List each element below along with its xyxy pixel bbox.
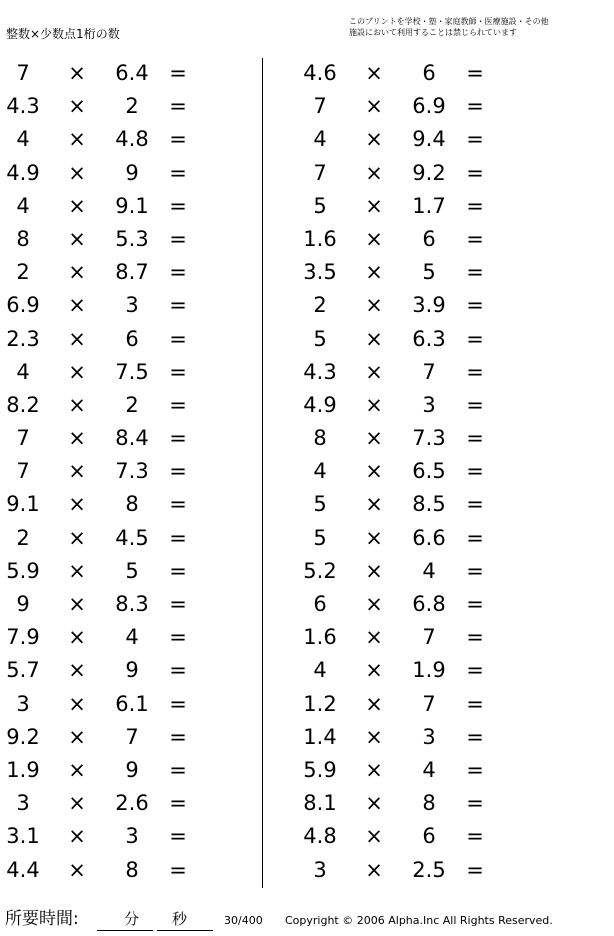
page-number: 30/400: [224, 914, 263, 927]
times-sign: ×: [365, 757, 383, 782]
multiplier: 9.4: [412, 127, 446, 152]
problem-row: [297, 787, 497, 820]
problem-row: [297, 190, 497, 223]
usage-notice: [349, 16, 549, 38]
equals-sign: =: [169, 426, 187, 451]
multiplicand: 5: [313, 492, 327, 517]
equals-sign: =: [466, 293, 484, 318]
multiplier: 8: [125, 492, 139, 517]
multiplier: 3: [422, 392, 436, 417]
times-sign: ×: [68, 857, 86, 882]
problem-row: [0, 190, 200, 223]
times-sign: ×: [68, 127, 86, 152]
problem-row: [0, 588, 200, 621]
problem-row: [0, 123, 200, 156]
times-sign: ×: [68, 824, 86, 849]
times-sign: ×: [68, 492, 86, 517]
times-sign: ×: [68, 94, 86, 119]
problem-row: [297, 455, 497, 488]
times-sign: ×: [365, 824, 383, 849]
multiplier: 6.4: [115, 61, 149, 85]
equals-sign: =: [169, 326, 187, 351]
multiplicand: 8: [16, 226, 30, 251]
times-sign: ×: [68, 757, 86, 782]
multiplicand: 8.1: [303, 791, 337, 816]
copyright-notice: Copyright © 2006 Alpha.Inc All Rights Reserved.: [285, 914, 553, 927]
multiplicand: 7: [313, 160, 327, 185]
problem-row: [297, 754, 497, 787]
problem-row: [0, 654, 200, 687]
multiplier: 6: [125, 326, 139, 351]
multiplier: 2.6: [115, 791, 149, 816]
multiplicand: 8: [313, 426, 327, 451]
multiplicand: 8.2: [6, 392, 40, 417]
times-sign: ×: [365, 326, 383, 351]
equals-sign: =: [466, 757, 484, 782]
multiplier: 5: [125, 558, 139, 583]
problem-row: [0, 289, 200, 322]
multiplicand: 2.3: [6, 326, 40, 351]
multiplicand: 1.2: [303, 691, 337, 716]
times-sign: ×: [365, 94, 383, 119]
times-sign: ×: [68, 658, 86, 683]
problem-row: [0, 820, 200, 853]
problem-row: [0, 488, 200, 521]
problem-row: [297, 721, 497, 754]
problem-row: [297, 57, 497, 90]
problem-row: [0, 555, 200, 588]
multiplier: 6.3: [412, 326, 446, 351]
multiplier: 1.9: [412, 658, 446, 683]
times-sign: ×: [68, 293, 86, 318]
problem-row: [297, 389, 497, 422]
times-sign: ×: [68, 359, 86, 384]
multiplicand: 4.3: [303, 359, 337, 384]
problem-row: [0, 256, 200, 289]
multiplicand: 3: [313, 857, 327, 882]
equals-sign: =: [466, 724, 484, 749]
multiplier: 6: [422, 824, 436, 849]
equals-sign: =: [169, 94, 187, 119]
times-sign: ×: [68, 791, 86, 816]
multiplier: 8: [422, 791, 436, 816]
multiplicand: 6.9: [6, 293, 40, 318]
multiplicand: 4.8: [303, 824, 337, 849]
equals-sign: =: [169, 857, 187, 882]
problem-row: [0, 721, 200, 754]
multiplier: 6.5: [412, 459, 446, 484]
equals-sign: =: [169, 127, 187, 152]
times-sign: ×: [365, 127, 383, 152]
multiplicand: 4: [16, 127, 30, 152]
multiplier: 9: [125, 160, 139, 185]
times-sign: ×: [68, 392, 86, 417]
problem-row: [297, 123, 497, 156]
equals-sign: =: [466, 459, 484, 484]
times-sign: ×: [365, 492, 383, 517]
times-sign: ×: [68, 326, 86, 351]
equals-sign: =: [466, 61, 484, 85]
multiplicand: 2: [313, 293, 327, 318]
times-sign: ×: [68, 592, 86, 616]
multiplicand: 7: [313, 94, 327, 119]
seconds-unit: 秒: [172, 910, 188, 928]
minutes-unit: 分: [124, 910, 140, 928]
problem-row: [297, 522, 497, 555]
problem-row: [297, 90, 497, 123]
multiplicand: 9.1: [6, 492, 40, 517]
times-sign: ×: [68, 160, 86, 185]
equals-sign: =: [169, 592, 187, 616]
equals-sign: =: [466, 127, 484, 152]
multiplicand: 7.9: [6, 625, 40, 650]
times-sign: ×: [365, 160, 383, 185]
times-sign: ×: [365, 392, 383, 417]
multiplier: 8.3: [115, 592, 149, 616]
problem-row: [0, 422, 200, 455]
multiplier: 8: [125, 857, 139, 882]
times-sign: ×: [68, 558, 86, 583]
multiplier: 6.9: [412, 94, 446, 119]
equals-sign: =: [466, 592, 484, 616]
multiplier: 3: [125, 293, 139, 318]
equals-sign: =: [169, 392, 187, 417]
multiplier: 2.5: [412, 857, 446, 882]
multiplicand: 5.2: [303, 558, 337, 583]
equals-sign: =: [169, 193, 187, 218]
multiplier: 5: [422, 260, 436, 285]
multiplier: 8.5: [412, 492, 446, 517]
problem-row: [297, 157, 497, 190]
equals-sign: =: [466, 260, 484, 285]
multiplicand: 4: [313, 459, 327, 484]
problem-row: [297, 688, 497, 721]
times-sign: ×: [68, 193, 86, 218]
equals-sign: =: [466, 625, 484, 650]
multiplier: 7: [422, 359, 436, 384]
times-sign: ×: [365, 426, 383, 451]
equals-sign: =: [169, 226, 187, 251]
times-sign: ×: [365, 558, 383, 583]
times-sign: ×: [68, 724, 86, 749]
multiplicand: 2: [16, 260, 30, 285]
multiplier: 6.6: [412, 525, 446, 550]
problem-row: [297, 555, 497, 588]
multiplier: 4: [422, 757, 436, 782]
worksheet-title: 整数×少数点1桁の数: [6, 27, 120, 41]
multiplier: 8.4: [115, 426, 149, 451]
equals-sign: =: [169, 160, 187, 185]
equals-sign: =: [466, 492, 484, 517]
worksheet-footer: [0, 906, 614, 936]
multiplicand: 5: [313, 525, 327, 550]
multiplicand: 7: [16, 61, 30, 85]
multiplier: 4.8: [115, 127, 149, 152]
multiplicand: 7: [16, 426, 30, 451]
times-sign: ×: [365, 525, 383, 550]
multiplier: 2: [125, 94, 139, 119]
time-taken-label: 所要時間:: [5, 909, 79, 929]
multiplicand: 5.9: [303, 757, 337, 782]
times-sign: ×: [365, 459, 383, 484]
equals-sign: =: [169, 492, 187, 517]
times-sign: ×: [365, 724, 383, 749]
multiplier: 3: [125, 824, 139, 849]
multiplicand: 4.9: [303, 392, 337, 417]
multiplier: 6: [422, 61, 436, 85]
problem-row: [0, 57, 200, 90]
times-sign: ×: [68, 691, 86, 716]
multiplicand: 5: [313, 193, 327, 218]
multiplicand: 3: [16, 791, 30, 816]
problem-row: [0, 223, 200, 256]
times-sign: ×: [68, 625, 86, 650]
multiplicand: 5: [313, 326, 327, 351]
problem-row: [297, 854, 497, 887]
equals-sign: =: [466, 558, 484, 583]
problem-row: [0, 323, 200, 356]
times-sign: ×: [68, 426, 86, 451]
equals-sign: =: [169, 691, 187, 716]
multiplier: 7.5: [115, 359, 149, 384]
equals-sign: =: [466, 326, 484, 351]
multiplicand: 6: [313, 592, 327, 616]
multiplicand: 4: [313, 658, 327, 683]
equals-sign: =: [169, 61, 187, 85]
multiplier: 9: [125, 658, 139, 683]
times-sign: ×: [365, 691, 383, 716]
times-sign: ×: [365, 625, 383, 650]
problem-row: [297, 588, 497, 621]
problem-row: [0, 754, 200, 787]
multiplier: 6.1: [115, 691, 149, 716]
equals-sign: =: [169, 625, 187, 650]
multiplier: 6.8: [412, 592, 446, 616]
usage-notice-line-1: このプリントを学校・塾・家庭教師・医療施設・その他: [349, 17, 549, 26]
times-sign: ×: [365, 226, 383, 251]
problem-row: [0, 854, 200, 887]
multiplicand: 3.1: [6, 824, 40, 849]
equals-sign: =: [466, 94, 484, 119]
times-sign: ×: [68, 226, 86, 251]
multiplicand: 2: [16, 525, 30, 550]
multiplicand: 4.3: [6, 94, 40, 119]
problem-row: [297, 323, 497, 356]
problem-row: [0, 688, 200, 721]
equals-sign: =: [169, 459, 187, 484]
problem-row: [0, 787, 200, 820]
equals-sign: =: [466, 160, 484, 185]
problem-column-left: [0, 57, 200, 887]
equals-sign: =: [169, 558, 187, 583]
multiplicand: 4: [16, 359, 30, 384]
problem-row: [297, 256, 497, 289]
problem-row: [0, 621, 200, 654]
equals-sign: =: [169, 359, 187, 384]
equals-sign: =: [169, 260, 187, 285]
equals-sign: =: [169, 658, 187, 683]
times-sign: ×: [365, 359, 383, 384]
times-sign: ×: [68, 459, 86, 484]
multiplier: 9: [125, 757, 139, 782]
times-sign: ×: [365, 592, 383, 616]
times-sign: ×: [68, 61, 86, 85]
equals-sign: =: [466, 359, 484, 384]
column-divider: [262, 58, 263, 888]
multiplicand: 4: [16, 193, 30, 218]
multiplicand: 3: [16, 691, 30, 716]
equals-sign: =: [466, 426, 484, 451]
multiplicand: 1.6: [303, 625, 337, 650]
multiplicand: 1.6: [303, 226, 337, 251]
problem-row: [0, 157, 200, 190]
problem-row: [0, 522, 200, 555]
multiplier: 7: [422, 625, 436, 650]
multiplier: 7.3: [115, 459, 149, 484]
multiplier: 7.3: [412, 426, 446, 451]
minutes-blank: [97, 930, 153, 931]
multiplicand: 5.7: [6, 658, 40, 683]
times-sign: ×: [365, 293, 383, 318]
problem-row: [0, 455, 200, 488]
equals-sign: =: [466, 392, 484, 417]
multiplier: 5.3: [115, 226, 149, 251]
multiplier: 1.7: [412, 193, 446, 218]
multiplier: 7: [422, 691, 436, 716]
multiplier: 3: [422, 724, 436, 749]
multiplier: 4: [125, 625, 139, 650]
problem-row: [297, 820, 497, 853]
equals-sign: =: [466, 691, 484, 716]
multiplicand: 1.9: [6, 757, 40, 782]
multiplicand: 5.9: [6, 558, 40, 583]
multiplier: 2: [125, 392, 139, 417]
multiplicand: 4.9: [6, 160, 40, 185]
usage-notice-line-2: 施設において利用することは禁じられています: [349, 28, 517, 37]
times-sign: ×: [365, 193, 383, 218]
equals-sign: =: [466, 226, 484, 251]
multiplier: 4: [422, 558, 436, 583]
problem-row: [0, 389, 200, 422]
multiplier: 3.9: [412, 293, 446, 318]
problem-row: [297, 488, 497, 521]
times-sign: ×: [365, 791, 383, 816]
problem-row: [297, 621, 497, 654]
multiplier: 8.7: [115, 260, 149, 285]
multiplicand: 3.5: [303, 260, 337, 285]
times-sign: ×: [68, 525, 86, 550]
seconds-blank: [157, 930, 213, 931]
problem-row: [297, 223, 497, 256]
multiplier: 9.1: [115, 193, 149, 218]
multiplier: 4.5: [115, 525, 149, 550]
multiplier: 7: [125, 724, 139, 749]
equals-sign: =: [466, 658, 484, 683]
multiplicand: 9.2: [6, 724, 40, 749]
times-sign: ×: [365, 260, 383, 285]
equals-sign: =: [169, 757, 187, 782]
equals-sign: =: [466, 193, 484, 218]
multiplier: 9.2: [412, 160, 446, 185]
equals-sign: =: [466, 525, 484, 550]
equals-sign: =: [466, 824, 484, 849]
times-sign: ×: [365, 61, 383, 85]
multiplicand: 4: [313, 127, 327, 152]
times-sign: ×: [68, 260, 86, 285]
problem-row: [0, 90, 200, 123]
equals-sign: =: [169, 525, 187, 550]
multiplicand: 7: [16, 459, 30, 484]
equals-sign: =: [169, 724, 187, 749]
equals-sign: =: [169, 824, 187, 849]
multiplicand: 9: [16, 592, 30, 616]
times-sign: ×: [365, 658, 383, 683]
problem-row: [297, 654, 497, 687]
problem-column-right: [297, 57, 497, 887]
multiplicand: 4.6: [303, 61, 337, 85]
multiplicand: 1.4: [303, 724, 337, 749]
multiplier: 6: [422, 226, 436, 251]
equals-sign: =: [466, 791, 484, 816]
equals-sign: =: [466, 857, 484, 882]
times-sign: ×: [365, 857, 383, 882]
equals-sign: =: [169, 791, 187, 816]
problem-row: [297, 356, 497, 389]
problem-row: [297, 289, 497, 322]
equals-sign: =: [169, 293, 187, 318]
problem-row: [297, 422, 497, 455]
problem-row: [0, 356, 200, 389]
multiplicand: 4.4: [6, 857, 40, 882]
